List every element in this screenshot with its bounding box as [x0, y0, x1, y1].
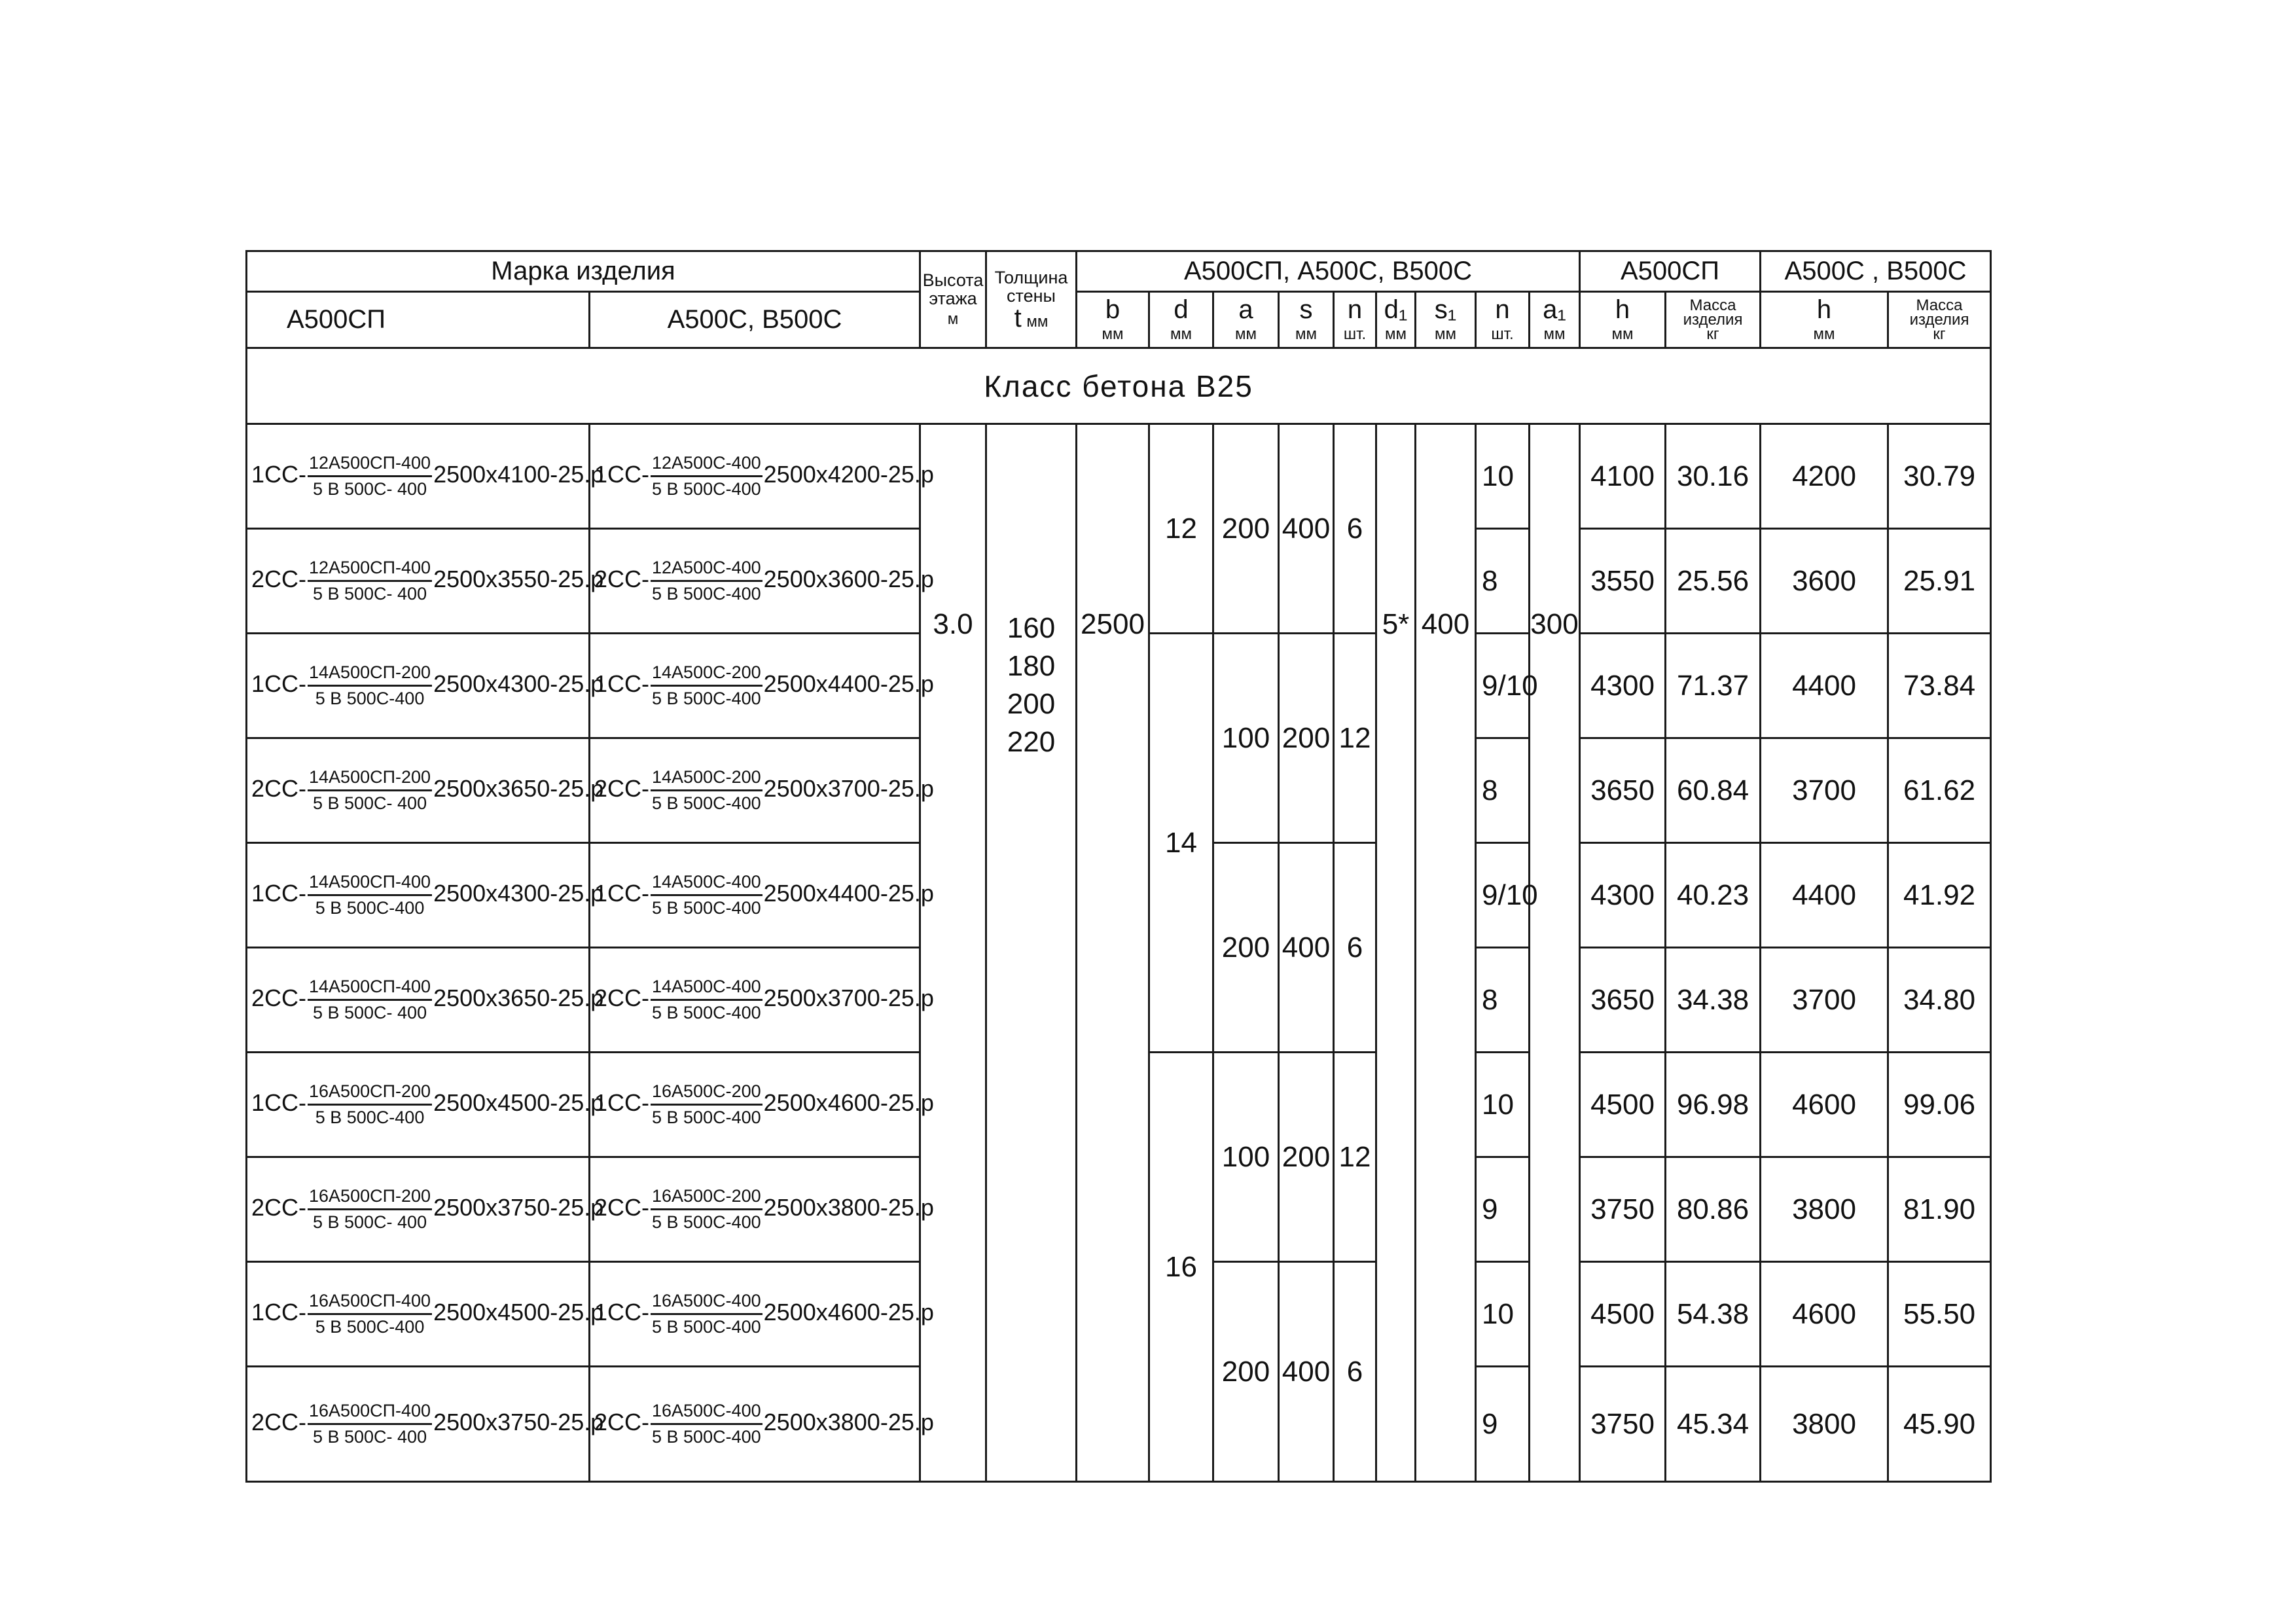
mark-numerator: 14А500С-400	[651, 872, 762, 896]
param-unit: мм	[1295, 325, 1317, 343]
height-a500c: 3800	[1761, 1157, 1888, 1262]
mass-a500sp: 45.34	[1666, 1367, 1761, 1482]
mark-denominator: 5 В 500С-400	[315, 689, 425, 708]
wall-thickness-value: 220	[1007, 726, 1056, 758]
mark-prefix: 1СС-	[594, 461, 650, 488]
mark-denominator: 5 В 500С-400	[652, 584, 761, 604]
param-col-header	[1077, 292, 1149, 348]
mark-a500c-cell	[590, 843, 934, 948]
mark-a500sp-cell	[247, 738, 604, 843]
a-value: 200	[1213, 843, 1279, 1053]
s-value: 400	[1279, 843, 1334, 1053]
concrete-class-row: Класс бетона В25	[247, 348, 1991, 424]
mark-suffix: 2500х4200-25.р	[763, 461, 934, 488]
mass-unit: кг	[1706, 325, 1719, 343]
mark-fraction	[651, 1291, 762, 1337]
n-value: 6	[1334, 424, 1376, 634]
mark-denominator: 5 В 500С- 400	[312, 1212, 427, 1232]
mark-denominator: 5 В 500С-400	[652, 898, 761, 918]
n2-value: 9/10	[1476, 843, 1530, 948]
height-a500c: 4400	[1761, 634, 1888, 738]
mark-numerator: 12А500СП-400	[308, 558, 432, 582]
a-value: 100	[1213, 634, 1279, 843]
mark-suffix: 2500х4500-25.р	[433, 1299, 604, 1326]
product-table-sheet	[245, 250, 1990, 1473]
mark-fraction	[308, 872, 432, 918]
mark-fraction	[651, 1401, 762, 1447]
mark-fraction	[308, 1186, 432, 1233]
mass-label: Масса изделия	[1683, 296, 1743, 329]
param-unit: мм	[1235, 325, 1257, 343]
n-value: 12	[1334, 1053, 1376, 1262]
n2-value: 9	[1476, 1367, 1530, 1482]
mark-numerator: 12А500С-400	[651, 453, 762, 477]
mark-a500c-cell	[590, 424, 934, 529]
mark-prefix: 1СС-	[594, 880, 650, 907]
mass-a500c: 34.80	[1888, 948, 1991, 1053]
mark-prefix: 2СС-	[594, 775, 650, 803]
a1-value: 300	[1530, 424, 1580, 1482]
n-value: 6	[1334, 1262, 1376, 1482]
height-a500sp: 4500	[1580, 1262, 1666, 1367]
mark-numerator: 14А500С-200	[651, 767, 762, 791]
mark-numerator: 12А500С-400	[651, 558, 762, 582]
param-unit: мм	[1170, 325, 1192, 343]
param-symbol: s₁	[1434, 295, 1457, 324]
a500c-group-header: А500С , В500С	[1761, 251, 1991, 292]
mark-suffix: 2500х4400-25.р	[763, 670, 934, 698]
mark-a500sp-cell	[247, 634, 604, 738]
mark-a500c-cell	[590, 1367, 934, 1482]
height-symbol: h	[1615, 295, 1630, 324]
n2-value: 10	[1476, 424, 1530, 529]
mark-header: Марка изделия	[247, 251, 920, 292]
d1-value: 5*	[1376, 424, 1416, 1482]
mark-fraction	[308, 453, 432, 499]
n2-value: 8	[1476, 948, 1530, 1053]
mark-a500c-header: А500С, В500С	[590, 292, 920, 348]
height-a500sp: 4300	[1580, 843, 1666, 948]
mark-denominator: 5 В 500С-400	[652, 1317, 761, 1337]
mark-prefix: 2СС-	[251, 566, 307, 593]
mark-numerator: 14А500СП-200	[308, 767, 432, 791]
mass-a500sp: 96.98	[1666, 1053, 1761, 1157]
mark-suffix: 2500х3800-25.р	[763, 1409, 934, 1436]
mark-numerator: 16А500С-200	[651, 1081, 762, 1106]
a500sp-group-header: А500СП	[1580, 251, 1761, 292]
mark-suffix: 2500х3600-25.р	[763, 566, 934, 593]
mark-a500c-cell	[590, 1053, 934, 1157]
wall-thickness-symbol: t	[1014, 303, 1022, 333]
s-value: 200	[1279, 634, 1334, 843]
mark-prefix: 2СС-	[594, 566, 650, 593]
mark-suffix: 2500х3700-25.р	[763, 775, 934, 803]
mark-numerator: 16А500СП-200	[308, 1081, 432, 1106]
mass-a500c: 99.06	[1888, 1053, 1991, 1157]
n2-value: 9	[1476, 1157, 1530, 1262]
mark-fraction	[308, 767, 432, 814]
height-a500c: 4600	[1761, 1262, 1888, 1367]
n-value: 6	[1334, 843, 1376, 1053]
mark-suffix: 2500х3750-25.р	[433, 1194, 604, 1221]
mark-denominator: 5 В 500С- 400	[312, 793, 427, 813]
param-col-header	[1334, 292, 1376, 348]
mark-prefix: 1СС-	[251, 880, 307, 907]
mark-a500c-cell	[590, 948, 934, 1053]
mark-fraction	[308, 662, 432, 709]
params-group-header: А500СП, А500С, В500С	[1077, 251, 1580, 292]
mark-prefix: 2СС-	[251, 1194, 307, 1221]
param-unit: мм	[1435, 325, 1456, 343]
mark-prefix: 2СС-	[251, 775, 307, 803]
s-value: 400	[1279, 1262, 1334, 1482]
param-col-header	[1376, 292, 1416, 348]
mark-fraction	[651, 872, 762, 918]
mark-a500sp-cell	[247, 948, 604, 1053]
mark-fraction	[651, 977, 762, 1023]
param-col-header	[1149, 292, 1213, 348]
mark-fraction	[651, 1081, 762, 1128]
mark-fraction	[651, 453, 762, 499]
mark-prefix: 1СС-	[251, 670, 307, 698]
mark-prefix: 1СС-	[594, 670, 650, 698]
mark-numerator: 16А500СП-400	[308, 1401, 432, 1425]
n2-value: 8	[1476, 738, 1530, 843]
mark-denominator: 5 В 500С-400	[652, 479, 761, 499]
mark-suffix: 2500х3750-25.р	[433, 1409, 604, 1436]
height-a500sp: 3750	[1580, 1157, 1666, 1262]
param-col-header	[1530, 292, 1580, 348]
mark-fraction	[651, 1186, 762, 1233]
d-value: 14	[1149, 634, 1213, 1053]
height-a500c: 3600	[1761, 529, 1888, 634]
mark-denominator: 5 В 500С-400	[652, 793, 761, 813]
wall-thickness-value: 200	[1007, 688, 1056, 720]
mark-a500c-cell	[590, 634, 934, 738]
mark-suffix: 2500х4300-25.р	[433, 670, 604, 698]
mark-numerator: 16А500СП-400	[308, 1291, 432, 1315]
mark-fraction	[651, 767, 762, 814]
height-a500sp: 4100	[1580, 424, 1666, 529]
mark-denominator: 5 В 500С- 400	[312, 1003, 427, 1022]
param-unit: мм	[1385, 325, 1407, 343]
param-symbol: d	[1174, 295, 1189, 324]
height-symbol: h	[1816, 295, 1832, 324]
mass-a500sp: 34.38	[1666, 948, 1761, 1053]
mark-numerator: 14А500С-400	[651, 977, 762, 1001]
mark-numerator: 14А500С-200	[651, 662, 762, 687]
mark-suffix: 2500х4600-25.р	[763, 1089, 934, 1117]
mark-suffix: 2500х3700-25.р	[763, 984, 934, 1012]
param-col-header	[1476, 292, 1530, 348]
mark-prefix: 1СС-	[594, 1299, 650, 1326]
height-a500c: 4200	[1761, 424, 1888, 529]
mark-denominator: 5 В 500С- 400	[312, 1427, 427, 1447]
mark-fraction	[651, 558, 762, 604]
floor-height-header	[920, 251, 986, 348]
mark-a500sp-cell	[247, 1157, 604, 1262]
mass-a500c: 30.79	[1888, 424, 1991, 529]
mark-prefix: 2СС-	[251, 1409, 307, 1436]
mass-col-header	[1666, 292, 1761, 348]
wall-thickness-value: 160	[1007, 612, 1056, 644]
mark-a500sp-cell	[247, 1053, 604, 1157]
mass-a500c: 45.90	[1888, 1367, 1991, 1482]
param-symbol: n	[1495, 295, 1510, 324]
mark-suffix: 2500х3550-25.р	[433, 566, 604, 593]
mark-fraction	[308, 558, 432, 604]
mark-denominator: 5 В 500С-400	[652, 1212, 761, 1232]
mark-suffix: 2500х4100-25.р	[433, 461, 604, 488]
mark-denominator: 5 В 500С-400	[315, 1108, 425, 1127]
mark-a500sp-cell	[247, 424, 604, 529]
mark-denominator: 5 В 500С-400	[652, 1003, 761, 1022]
mark-denominator: 5 В 500С-400	[315, 1317, 425, 1337]
mark-denominator: 5 В 500С-400	[652, 689, 761, 708]
d-value: 12	[1149, 424, 1213, 634]
n2-value: 10	[1476, 1262, 1530, 1367]
mass-a500c: 81.90	[1888, 1157, 1991, 1262]
height-a500sp: 3750	[1580, 1367, 1666, 1482]
product-table	[245, 250, 1992, 1483]
n-value: 12	[1334, 634, 1376, 843]
mark-a500sp-cell	[247, 1262, 604, 1367]
mark-denominator: 5 В 500С- 400	[312, 584, 427, 604]
s-value: 200	[1279, 1053, 1334, 1262]
mass-unit: кг	[1933, 325, 1946, 343]
height-a500sp: 3650	[1580, 948, 1666, 1053]
mark-numerator: 16А500С-200	[651, 1186, 762, 1210]
mass-a500sp: 60.84	[1666, 738, 1761, 843]
s-value: 400	[1279, 424, 1334, 634]
height-col-header	[1580, 292, 1666, 348]
wall-thickness-values	[986, 424, 1077, 1482]
height-a500sp: 3650	[1580, 738, 1666, 843]
mark-suffix: 2500х3800-25.р	[763, 1194, 934, 1221]
mass-a500c: 55.50	[1888, 1262, 1991, 1367]
floor-height-value: 3.0	[920, 424, 986, 1482]
height-unit: мм	[1813, 325, 1835, 343]
floor-height-label: Высота этажа	[922, 270, 984, 308]
mark-suffix: 2500х4600-25.р	[763, 1299, 934, 1326]
mark-prefix: 1СС-	[594, 1089, 650, 1117]
mass-a500sp: 40.23	[1666, 843, 1761, 948]
mark-numerator: 14А500СП-400	[308, 977, 432, 1001]
mark-a500sp-header: А500СП	[247, 292, 590, 348]
mark-denominator: 5 В 500С-400	[652, 1108, 761, 1127]
mark-suffix: 2500х3650-25.р	[433, 984, 604, 1012]
mark-prefix: 1СС-	[251, 1299, 307, 1326]
mark-denominator: 5 В 500С-400	[315, 898, 425, 918]
mass-a500c: 25.91	[1888, 529, 1991, 634]
mark-fraction	[308, 977, 432, 1023]
mark-prefix: 2СС-	[594, 984, 650, 1012]
mark-denominator: 5 В 500С-400	[652, 1427, 761, 1447]
mark-prefix: 2СС-	[594, 1194, 650, 1221]
n2-value: 10	[1476, 1053, 1530, 1157]
a-value: 100	[1213, 1053, 1279, 1262]
mark-numerator: 12А500СП-400	[308, 453, 432, 477]
mark-fraction	[308, 1291, 432, 1337]
param-symbol: d₁	[1384, 295, 1408, 324]
mass-a500sp: 71.37	[1666, 634, 1761, 738]
height-a500c: 3700	[1761, 948, 1888, 1053]
mark-a500sp-cell	[247, 529, 604, 634]
mark-a500c-cell	[590, 529, 934, 634]
height-a500sp: 4300	[1580, 634, 1666, 738]
mark-prefix: 1СС-	[251, 1089, 307, 1117]
height-a500sp: 3550	[1580, 529, 1666, 634]
mass-a500c: 73.84	[1888, 634, 1991, 738]
mark-suffix: 2500х3650-25.р	[433, 775, 604, 803]
mark-suffix: 2500х4300-25.р	[433, 880, 604, 907]
mark-numerator: 14А500СП-400	[308, 872, 432, 896]
mass-label: Масса изделия	[1909, 296, 1969, 329]
height-a500c: 4600	[1761, 1053, 1888, 1157]
mark-a500sp-cell	[247, 1367, 604, 1482]
b-value: 2500	[1077, 424, 1149, 1482]
mass-a500sp: 54.38	[1666, 1262, 1761, 1367]
mark-a500c-cell	[590, 738, 934, 843]
a-value: 200	[1213, 1262, 1279, 1482]
mark-a500c-cell	[590, 1157, 934, 1262]
param-col-header	[1416, 292, 1476, 348]
mark-a500c-cell	[590, 1262, 934, 1367]
mark-fraction	[308, 1081, 432, 1128]
mass-col-header	[1888, 292, 1991, 348]
mark-fraction	[308, 1401, 432, 1447]
param-col-header	[1213, 292, 1279, 348]
param-unit: шт.	[1491, 325, 1514, 343]
n2-value: 9/10	[1476, 634, 1530, 738]
param-symbol: a	[1238, 295, 1253, 324]
mass-a500sp: 30.16	[1666, 424, 1761, 529]
param-col-header	[1279, 292, 1334, 348]
mark-numerator: 16А500С-400	[651, 1401, 762, 1425]
wall-thickness-label: Толщина стены	[994, 267, 1068, 306]
wall-thickness-header	[986, 251, 1077, 348]
floor-height-unit: м	[947, 310, 959, 328]
mark-prefix: 1СС-	[251, 461, 307, 488]
wall-thickness-unit: мм	[1026, 312, 1049, 331]
a-value: 200	[1213, 424, 1279, 634]
mass-a500c: 41.92	[1888, 843, 1991, 948]
param-symbol: n	[1347, 295, 1363, 324]
mark-numerator: 14А500СП-200	[308, 662, 432, 687]
param-unit: шт.	[1343, 325, 1367, 343]
mark-denominator: 5 В 500С- 400	[312, 479, 427, 499]
mark-fraction	[651, 662, 762, 709]
mark-a500sp-cell	[247, 843, 604, 948]
param-symbol: b	[1105, 295, 1121, 324]
mark-numerator: 16А500С-400	[651, 1291, 762, 1315]
height-a500c: 4400	[1761, 843, 1888, 948]
param-symbol: s	[1299, 295, 1313, 324]
mass-a500c: 61.62	[1888, 738, 1991, 843]
height-a500c: 3700	[1761, 738, 1888, 843]
mass-a500sp: 25.56	[1666, 529, 1761, 634]
mark-numerator: 16А500СП-200	[308, 1186, 432, 1210]
n2-value: 8	[1476, 529, 1530, 634]
mass-a500sp: 80.86	[1666, 1157, 1761, 1262]
d-value: 16	[1149, 1053, 1213, 1482]
height-a500c: 3800	[1761, 1367, 1888, 1482]
param-symbol: a₁	[1543, 295, 1566, 324]
height-a500sp: 4500	[1580, 1053, 1666, 1157]
height-col-header	[1761, 292, 1888, 348]
mark-suffix: 2500х4400-25.р	[763, 880, 934, 907]
param-unit: мм	[1102, 325, 1124, 343]
s1-value: 400	[1416, 424, 1476, 1482]
mark-prefix: 2СС-	[594, 1409, 650, 1436]
table-row	[247, 424, 1991, 529]
wall-thickness-value: 180	[1007, 650, 1056, 682]
param-unit: мм	[1543, 325, 1566, 343]
height-unit: мм	[1611, 325, 1634, 343]
mark-prefix: 2СС-	[251, 984, 307, 1012]
mark-suffix: 2500х4500-25.р	[433, 1089, 604, 1117]
